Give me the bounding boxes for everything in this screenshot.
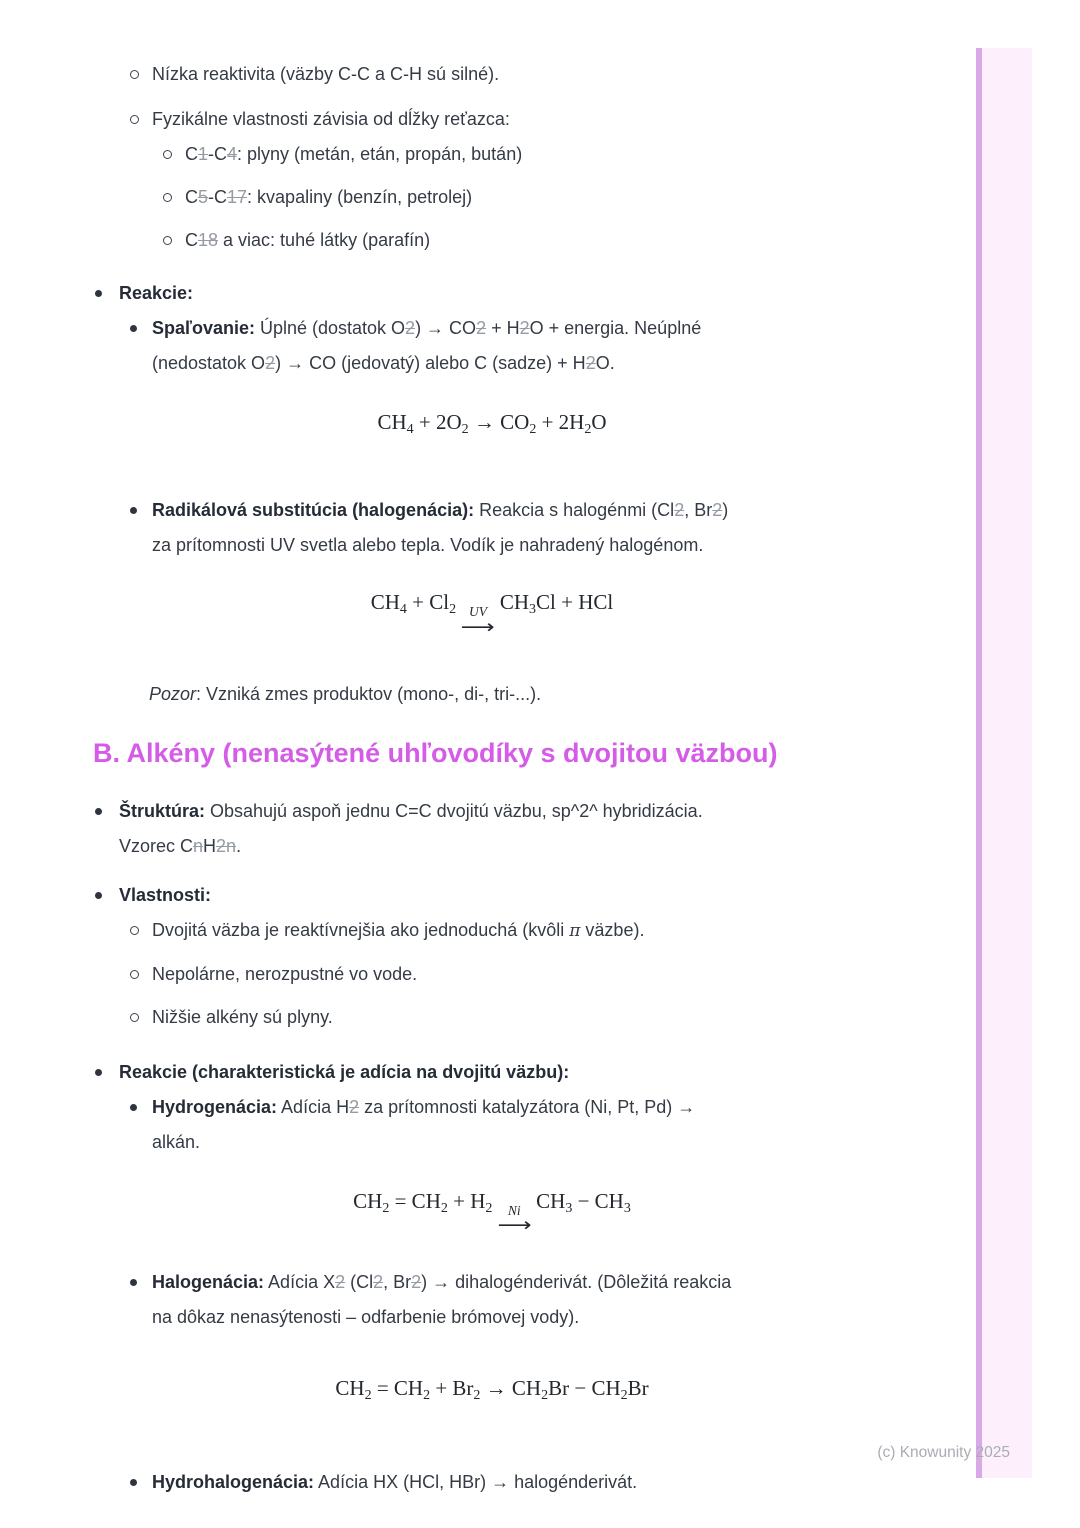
bullet-text — [152, 964, 417, 984]
equation-bromination — [0, 1373, 984, 1411]
text-segment: 2 — [541, 1388, 549, 1403]
text-segment: 2 — [364, 1388, 372, 1403]
text-segment: 2 — [440, 1200, 448, 1216]
text-segment: CH — [335, 1376, 365, 1400]
text-segment: za prítomnosti UV svetla alebo tepla. Vodík je nahradený halogénom. — [152, 535, 704, 555]
text-segment: Štruktúra: — [119, 800, 206, 821]
text-segment — [456, 590, 461, 614]
text-segment: 2n — [216, 835, 237, 856]
text-segment: (Cl — [345, 1272, 374, 1292]
bullet-item-hydrogenation — [0, 1090, 1032, 1160]
text-segment: ) → CO — [415, 318, 477, 338]
bullet-text — [152, 920, 644, 940]
text-segment: Dvojitá väzba je reaktívnejšia ako jednoduchá (kvôli — [152, 919, 570, 940]
text-segment: = CH — [389, 1188, 441, 1213]
note-text — [149, 684, 541, 704]
bullet-item-halogenation — [0, 1265, 1032, 1335]
circle-bullet-icon — [163, 236, 172, 245]
arrow-label: UV — [468, 604, 487, 619]
text-segment: → CO — [468, 410, 530, 434]
bullet-item-physical-properties — [0, 102, 1032, 137]
note-line-pozor — [0, 677, 1029, 712]
disc-bullet-icon — [95, 290, 102, 297]
bullet-text — [185, 144, 522, 164]
bullet-item-c18 — [0, 223, 1065, 258]
text-segment: Nepolárne, nerozpustné vo vode. — [152, 963, 418, 984]
text-segment: , Br — [383, 1272, 412, 1292]
bullet-text — [152, 1472, 637, 1492]
text-segment: : plyny (metán, etán, propán, bután) — [237, 144, 523, 164]
disc-bullet-icon — [130, 325, 137, 332]
text-segment: + 2H — [536, 410, 585, 434]
text-segment: + H — [486, 318, 520, 338]
disc-bullet-icon — [95, 892, 102, 899]
text-segment: Halogenácia: — [152, 1272, 265, 1292]
text-segment: 4 — [227, 144, 238, 164]
equation-hydrogenation — [0, 1186, 984, 1236]
text-segment: Reakcia s halogénmi (Cl — [474, 500, 675, 520]
text-segment: väzbe). — [580, 919, 645, 940]
bullet-text — [152, 1007, 333, 1027]
text-segment: 2 — [382, 1200, 390, 1216]
disc-bullet-icon — [130, 507, 137, 514]
bullet-text — [185, 230, 430, 250]
text-segment: 2 — [405, 318, 416, 338]
bullet-text — [152, 318, 701, 373]
text-segment: CH — [370, 590, 400, 614]
text-segment: -C — [208, 187, 228, 207]
text-segment: Br − CH — [548, 1376, 621, 1400]
bullet-item-c1-c4 — [0, 137, 1065, 172]
text-segment: (nedostatok O — [152, 353, 266, 373]
text-segment: 2 — [584, 422, 592, 437]
text-segment: Vlastnosti: — [119, 884, 212, 905]
bullet-text — [185, 187, 472, 207]
bullet-item-c5-c17 — [0, 180, 1065, 215]
text-segment: 2 — [620, 1388, 628, 1403]
bullet-text — [152, 64, 499, 84]
text-segment: 2 — [485, 1200, 493, 1216]
text-segment: Adícia HX (HCl, HBr) → halogénderivát. — [314, 1472, 638, 1492]
text-segment: ) — [722, 500, 729, 520]
text-segment: 18 — [198, 230, 219, 250]
bullet-text — [152, 500, 728, 555]
text-segment: 2 — [373, 1272, 384, 1292]
text-segment: Br — [627, 1376, 649, 1400]
text-segment: Nižšie alkény sú plyny. — [152, 1006, 333, 1027]
bullet-text — [119, 885, 211, 905]
text-segment: Reakcie: — [119, 283, 194, 303]
text-segment: 2 — [585, 353, 596, 373]
bullet-item-radical-substitution — [0, 493, 1032, 563]
text-segment: Spaľovanie: — [152, 318, 255, 338]
text-segment: : kvapaliny (benzín, petrolej) — [247, 187, 473, 207]
bullet-item-nonpolar — [0, 957, 1032, 992]
reaction-arrow — [460, 604, 496, 638]
circle-bullet-icon — [163, 193, 172, 202]
text-segment: Úplné (dostatok O — [254, 318, 406, 338]
text-segment: + 2O — [413, 410, 462, 434]
disc-bullet-icon — [130, 1479, 137, 1486]
notes-content — [0, 57, 1080, 1500]
reaction-arrow — [497, 1202, 532, 1236]
text-segment: 2 — [449, 602, 457, 617]
text-segment: 4 — [406, 422, 414, 437]
text-segment: ) → dihalogénderivát. (Dôležitá reakcia — [421, 1272, 732, 1292]
text-segment: Obsahujú aspoň jednu C=C dvojitú väzbu, sp^2^ hybridizácia. — [205, 800, 703, 821]
text-segment: CH — [530, 1188, 566, 1213]
circle-bullet-icon — [130, 926, 139, 935]
circle-bullet-icon — [130, 970, 139, 979]
long-right-arrow-icon: ⟶ — [497, 1214, 532, 1236]
text-segment: -C — [208, 144, 228, 164]
disc-bullet-icon — [130, 1104, 137, 1111]
text-segment: CH — [353, 1188, 383, 1213]
text-segment: = CH — [371, 1376, 424, 1400]
bullet-text — [119, 283, 193, 303]
text-segment: Adícia X — [264, 1272, 336, 1292]
text-segment: CH — [494, 590, 530, 614]
disc-bullet-icon — [95, 1069, 102, 1076]
text-segment: − CH — [572, 1188, 624, 1213]
text-segment: π — [569, 920, 581, 941]
circle-bullet-icon — [130, 70, 139, 79]
text-segment: + H — [447, 1188, 486, 1213]
circle-bullet-icon — [130, 115, 139, 124]
bullet-text — [152, 109, 510, 129]
text-segment: O — [591, 410, 607, 434]
circle-bullet-icon — [163, 150, 172, 159]
text-segment: → CH — [480, 1376, 542, 1400]
text-segment: 2 — [335, 1272, 346, 1292]
arrow-label: Ni — [507, 1202, 521, 1218]
text-segment: 3 — [565, 1200, 573, 1216]
bullet-item-lower-alkenes — [0, 1000, 1032, 1035]
bullet-text — [152, 1272, 731, 1327]
equation-combustion — [0, 407, 984, 445]
text-segment: O + energia. Neúplné — [529, 318, 702, 338]
section-heading-alkenes: B. Alkény (nenasýtené uhľovodíky s dvojitou väzbou) — [93, 737, 778, 768]
text-segment: Fyzikálne vlastnosti závisia od dĺžky reťazca: — [152, 109, 510, 129]
text-segment: Vzorec C — [119, 835, 194, 856]
text-segment: Hydrohalogenácia: — [152, 1472, 315, 1492]
text-segment: : Vzniká zmes produktov (mono-, di-, tri-...). — [196, 683, 542, 704]
text-segment: 2 — [461, 422, 469, 437]
text-segment: 2 — [265, 353, 276, 373]
text-segment: 17 — [227, 187, 248, 207]
text-segment: 2 — [476, 318, 487, 338]
text-segment: na dôkaz nenasýtenosti – odfarbenie brómovej vody). — [152, 1307, 580, 1327]
text-segment: 2 — [423, 1388, 431, 1403]
circle-bullet-icon — [130, 1013, 139, 1022]
text-segment: ) → CO (jedovatý) alebo C (sadze) + H — [275, 353, 586, 373]
text-segment: C — [185, 187, 198, 207]
text-segment: 4 — [399, 602, 407, 617]
text-segment: 3 — [623, 1200, 631, 1216]
text-segment — [492, 1189, 497, 1213]
text-segment: Radikálová substitúcia (halogenácia): — [152, 500, 475, 520]
copyright-watermark: (c) Knowunity 2025 — [877, 1444, 1010, 1461]
bullet-item-double-bond — [0, 913, 1032, 949]
bullet-item-combustion — [0, 311, 1032, 381]
text-segment: , Br — [684, 500, 713, 520]
bullet-item-reactions-addition — [0, 1055, 999, 1090]
equation-halogenation-uv — [0, 587, 984, 637]
bullet-item-structure — [0, 794, 999, 864]
text-segment: za prítomnosti katalyzátora (Ni, Pt, Pd) → — [359, 1096, 696, 1117]
disc-bullet-icon — [130, 1279, 137, 1286]
text-segment: + Br — [430, 1376, 474, 1400]
text-segment: Hydrogenácia: — [152, 1096, 278, 1117]
text-segment: 3 — [529, 602, 537, 617]
bullet-item-reactions — [0, 276, 999, 311]
text-segment: 2 — [411, 1272, 422, 1292]
text-segment: 2 — [519, 318, 530, 338]
text-segment: alkán. — [152, 1131, 201, 1152]
text-segment: C — [185, 144, 198, 164]
text-segment: a viac: tuhé látky (parafín) — [218, 230, 431, 250]
text-segment: O. — [595, 353, 615, 373]
text-segment: 5 — [198, 187, 209, 207]
text-segment: C — [185, 230, 198, 250]
text-segment: H — [203, 835, 217, 856]
bullet-text — [119, 1062, 569, 1082]
text-segment: 2 — [529, 422, 537, 437]
text-segment: n — [193, 835, 204, 856]
bullet-text — [119, 801, 703, 856]
text-segment: 2 — [473, 1388, 481, 1403]
text-segment: 2 — [712, 500, 723, 520]
bullet-text — [152, 1097, 695, 1152]
text-segment: Nízka reaktivita (väzby C-C a C-H sú silné). — [152, 64, 500, 84]
text-segment: 1 — [198, 144, 209, 164]
text-segment: 2 — [674, 500, 685, 520]
text-segment: Cl + HCl — [536, 590, 614, 614]
text-segment: 2 — [349, 1096, 360, 1117]
bullet-item-low-reactivity — [0, 57, 1032, 92]
text-segment: Reakcie (charakteristická je adícia na dvojitú väzbu): — [119, 1061, 570, 1082]
text-segment: Pozor — [149, 683, 197, 704]
text-segment: . — [236, 835, 242, 856]
bullet-item-properties — [0, 878, 999, 913]
long-right-arrow-icon: ⟶ — [460, 615, 496, 638]
text-segment: CH — [377, 410, 407, 434]
bullet-item-hydrohalogenation — [0, 1465, 1032, 1500]
text-segment: + Cl — [406, 590, 450, 614]
disc-bullet-icon — [95, 808, 102, 815]
text-segment: Adícia H — [277, 1096, 350, 1117]
